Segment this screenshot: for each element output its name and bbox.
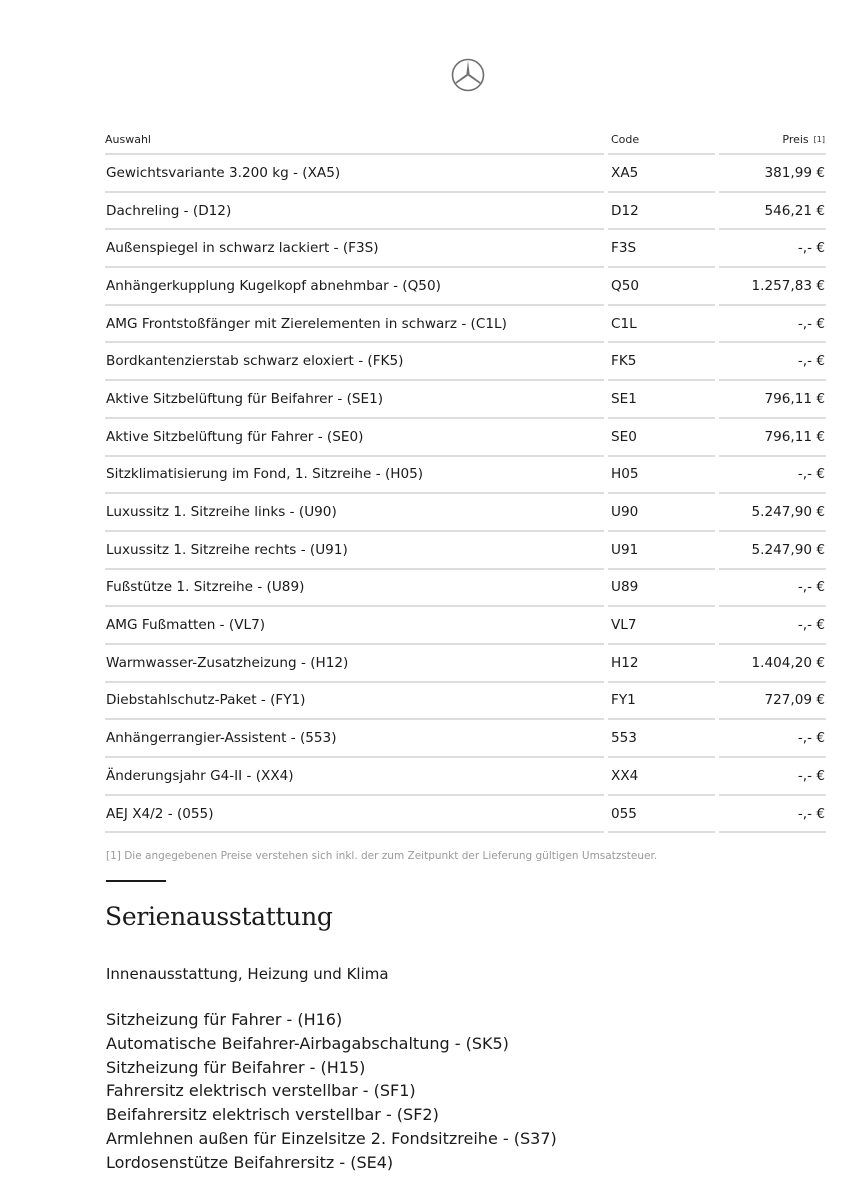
row-price: -,- €	[719, 720, 826, 758]
row-price: 796,11 €	[719, 381, 826, 419]
row-selection: Luxussitz 1. Sitzreihe rechts - (U91)	[105, 532, 604, 570]
section-divider	[106, 880, 166, 882]
row-code: XX4	[608, 758, 715, 796]
row-price: 5.247,90 €	[719, 494, 826, 532]
table-row	[105, 230, 826, 268]
row-selection: Gewichtsvariante 3.200 kg - (XA5)	[105, 155, 604, 193]
row-code: SE1	[608, 381, 715, 419]
header-selection: Auswahl	[105, 124, 604, 155]
row-selection: AEJ X4/2 - (055)	[105, 796, 604, 834]
row-selection: Fußstütze 1. Sitzreihe - (U89)	[105, 570, 604, 608]
row-selection: Dachreling - (D12)	[105, 193, 604, 231]
table-row	[105, 381, 826, 419]
row-selection: Bordkantenzierstab schwarz eloxiert - (FK5)	[105, 343, 604, 381]
row-price: -,- €	[719, 457, 826, 495]
table-row	[105, 306, 826, 344]
row-price: -,- €	[719, 607, 826, 645]
row-code: C1L	[608, 306, 715, 344]
row-selection: Aktive Sitzbelüftung für Beifahrer - (SE1)	[105, 381, 604, 419]
row-price: -,- €	[719, 230, 826, 268]
row-code: FK5	[608, 343, 715, 381]
options-table	[105, 124, 826, 833]
table-row	[105, 796, 826, 834]
list-item: Beifahrersitz elektrisch verstellbar - (SF2)	[106, 1105, 439, 1125]
table-body	[105, 155, 826, 833]
row-price: 5.247,90 €	[719, 532, 826, 570]
subsection-title: Innenausstattung, Heizung und Klima	[106, 965, 389, 983]
row-selection: Warmwasser-Zusatzheizung - (H12)	[105, 645, 604, 683]
row-selection: Luxussitz 1. Sitzreihe links - (U90)	[105, 494, 604, 532]
header-price	[719, 124, 826, 155]
table-row	[105, 268, 826, 306]
price-footnote: [1] Die angegebenen Preise verstehen sich inkl. der zum Zeitpunkt der Lieferung gültigen Umsatzsteuer.	[106, 850, 658, 862]
row-price: 381,99 €	[719, 155, 826, 193]
row-code: FY1	[608, 683, 715, 721]
header-price-footnote-ref: [1]	[813, 135, 825, 144]
mercedes-star-icon	[451, 58, 485, 92]
table-row	[105, 155, 826, 193]
row-price: -,- €	[719, 570, 826, 608]
row-code: H05	[608, 457, 715, 495]
row-price: -,- €	[719, 343, 826, 381]
row-price: 796,11 €	[719, 419, 826, 457]
row-price: 1.257,83 €	[719, 268, 826, 306]
row-selection: Außenspiegel in schwarz lackiert - (F3S)	[105, 230, 604, 268]
table-row	[105, 683, 826, 721]
row-price: 1.404,20 €	[719, 645, 826, 683]
row-code: XA5	[608, 155, 715, 193]
row-code: VL7	[608, 607, 715, 645]
table-row	[105, 343, 826, 381]
header-code: Code	[608, 124, 715, 155]
row-code: F3S	[608, 230, 715, 268]
table-row	[105, 193, 826, 231]
table-row	[105, 607, 826, 645]
header-price-label: Preis	[782, 133, 809, 146]
row-code: SE0	[608, 419, 715, 457]
table-row	[105, 419, 826, 457]
row-selection: Sitzklimatisierung im Fond, 1. Sitzreihe - (H05)	[105, 457, 604, 495]
list-item: Fahrersitz elektrisch verstellbar - (SF1)	[106, 1081, 416, 1101]
row-price: 546,21 €	[719, 193, 826, 231]
row-price: -,- €	[719, 306, 826, 344]
row-code: H12	[608, 645, 715, 683]
row-selection: Diebstahlschutz-Paket - (FY1)	[105, 683, 604, 721]
row-selection: AMG Fußmatten - (VL7)	[105, 607, 604, 645]
table-row	[105, 532, 826, 570]
row-selection: Anhängerrangier-Assistent - (553)	[105, 720, 604, 758]
list-item: Lordosenstütze Beifahrersitz - (SE4)	[106, 1152, 394, 1172]
list-item: Automatische Beifahrer-Airbagabschaltung - (SK5)	[106, 1033, 509, 1053]
table-row	[105, 494, 826, 532]
section-title: Serienausstattung	[105, 902, 333, 931]
row-code: U90	[608, 494, 715, 532]
table-row	[105, 457, 826, 495]
row-code: D12	[608, 193, 715, 231]
row-code: U89	[608, 570, 715, 608]
table-header	[105, 124, 826, 155]
standard-equipment-list	[106, 1008, 557, 1175]
row-code: 055	[608, 796, 715, 834]
row-price: -,- €	[719, 758, 826, 796]
table-row	[105, 720, 826, 758]
table-row	[105, 758, 826, 796]
list-item: Sitzheizung für Fahrer - (H16)	[106, 1010, 343, 1029]
row-selection: Änderungsjahr G4-II - (XX4)	[105, 758, 604, 796]
row-selection: Aktive Sitzbelüftung für Fahrer - (SE0)	[105, 419, 604, 457]
table-row	[105, 570, 826, 608]
row-selection: AMG Frontstoßfänger mit Zierelementen in schwarz - (C1L)	[105, 306, 604, 344]
row-code: U91	[608, 532, 715, 570]
row-price: 727,09 €	[719, 683, 826, 721]
row-selection: Anhängerkupplung Kugelkopf abnehmbar - (Q50)	[105, 268, 604, 306]
row-code: 553	[608, 720, 715, 758]
row-code: Q50	[608, 268, 715, 306]
table-row	[105, 645, 826, 683]
list-item: Armlehnen außen für Einzelsitze 2. Fondsitzreihe - (S37)	[106, 1128, 557, 1148]
row-price: -,- €	[719, 796, 826, 834]
list-item: Sitzheizung für Beifahrer - (H15)	[106, 1057, 366, 1077]
